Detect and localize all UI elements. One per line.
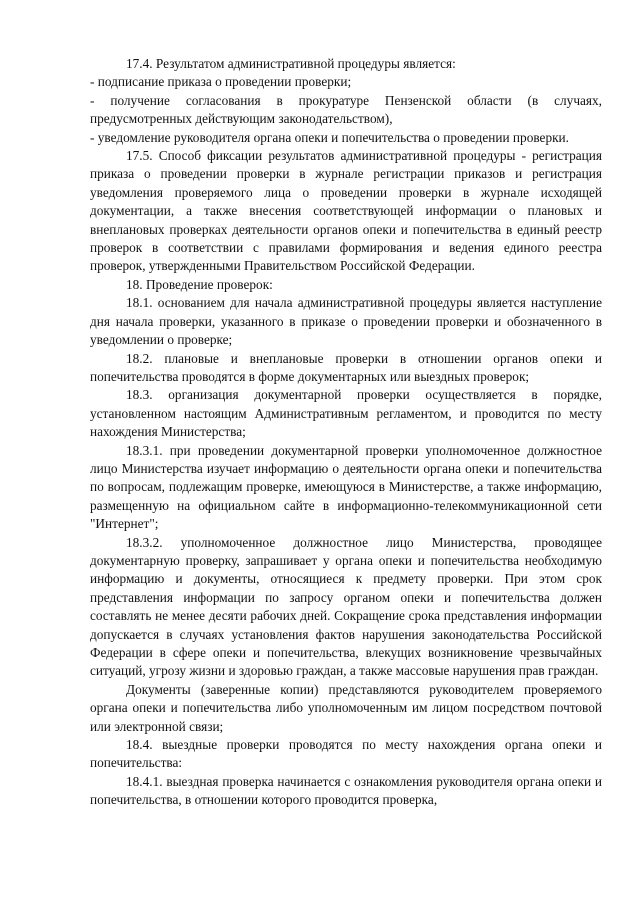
paragraph-18-heading: 18. Проведение проверок: <box>126 276 273 292</box>
paragraph-18-3-2: 18.3.2. уполномоченное должностное лицо Министерства, проводящее документарную проверку, запрашивает у органа опеки и попечительства необходимую информацию и документы, относящиеся к предмету проверки. При этом срок представления информации по запросу органом опеки и попечительства должен составлять не менее десяти рабочих дней. Сокращение срока представления информации допускается в случаях установления фактов нарушения законодательства Российской Федерации в сфере опеки и попечительства, влекущих возникновение чрезвычайных ситуаций, угрозу жизни и здоровью граждан, а также массовые нарушения прав граждан. <box>90 534 602 679</box>
document-page <box>90 55 602 810</box>
list-item-prosecutor-approval: - получение согласования в прокуратуре Пензенской области (в случаях, предусмотренных действующим законодательством), <box>90 92 602 127</box>
paragraph-18-3: 18.3. организация документарной проверки осуществляется в порядке, установленном настоящим Административным регламентом, и проводится по месту нахождения Министерства; <box>90 387 602 440</box>
list-item-notification: - уведомление руководителя органа опеки и попечительства о проведении проверки. <box>90 129 569 145</box>
paragraph-18-4: 18.4. выездные проверки проводятся по месту нахождения органа опеки и попечительства: <box>90 737 602 771</box>
paragraph-18-3-1: 18.3.1. при проведении документарной проверки уполномоченное должностное лицо Министерства изучает информацию о деятельности органа опеки и попечительства по вопросам, подлежащим проверке, имеющуюся в Министерстве, а также информацию, размещенную на официальном сайте в информационно-телекоммуникационной сети "Интернет"; <box>90 442 602 532</box>
paragraph-18-4-1: 18.4.1. выездная проверка начинается с ознакомления руководителя органа опеки и попечительства, в отношении которого проводится проверка, <box>90 773 602 808</box>
paragraph-documents: Документы (заверенные копии) представляются руководителем проверяемого органа опеки и попечительства либо уполномоченным им лицом посредством почтовой или электронной связи; <box>90 681 602 734</box>
list-item-order-signing: - подписание приказа о проведении проверки; <box>90 74 352 90</box>
paragraph-17-5: 17.5. Способ фиксации результатов административной процедуры - регистрация приказа о проведении проверки в журнале регистрации приказов и регистрация уведомления проверяемого лица о проведении проверки в журнале исходящей документации, а также внесения соответствующей информации о плановых и внеплановых проверках деятельности органов опеки и попечительства в единый реестр проверок в соответствии с правилами формирования и ведения единого реестра проверок, утвержденными Правительством Российской Федерации. <box>90 148 602 274</box>
paragraph-17-4: 17.4. Результатом административной процедуры является: <box>126 56 456 71</box>
paragraph-18-2: 18.2. плановые и внеплановые проверки в отношении органов опеки и попечительства проводятся в форме документарных или выездных проверок; <box>90 350 602 384</box>
paragraph-18-1: 18.1. основанием для начала административной процедуры является наступление дня начала проверки, указанного в приказе о проведении проверки и обозначенного в уведомлении о проверке; <box>90 295 602 348</box>
